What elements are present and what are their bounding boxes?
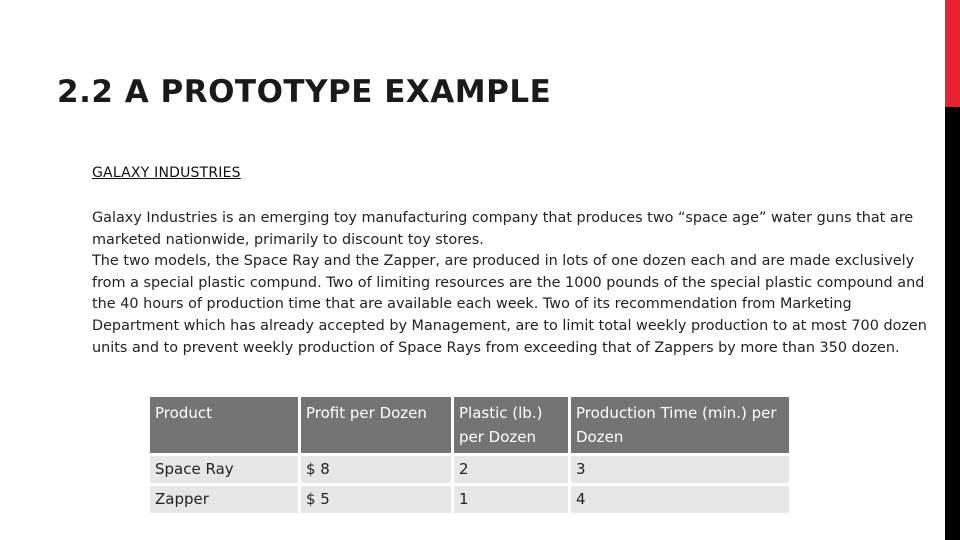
accent-bar-red	[945, 0, 960, 107]
company-heading: GALAXY INDUSTRIES	[92, 165, 241, 181]
description-text	[92, 208, 932, 359]
table-cell: 3	[571, 456, 789, 483]
accent-bar-black	[945, 107, 960, 540]
paragraph: Galaxy Industries is an emerging toy manufacturing company that produces two “space age” water guns that are marketed nationwide, primarily to discount toy stores.	[92, 210, 914, 248]
table-cell: Space Ray	[150, 456, 298, 483]
table-header-row	[150, 397, 789, 453]
table-cell: $ 5	[301, 486, 451, 513]
header-cell-production-time: Production Time (min.) per Dozen	[571, 397, 789, 453]
header-cell-plastic: Plastic (lb.) per Dozen	[454, 397, 568, 453]
table-cell: Zapper	[150, 486, 298, 513]
header-cell-product: Product	[150, 397, 298, 453]
table-cell: $ 8	[301, 456, 451, 483]
header-cell-profit: Profit per Dozen	[301, 397, 451, 453]
table-cell: 2	[454, 456, 568, 483]
paragraph: The two models, the Space Ray and the Zapper, are produced in lots of one dozen each and are made exclusively from a special plastic compund. Two of limiting resources are the 1000 pounds of the special plastic compound and the 40 hours of production time that are available each week. Two of its recommendation from Marketing Department which has already accepted by Management, are to limit total weekly production to at most 700 dozen units and to prevent weekly production of Space Rays from exceeding that of Zappers by more than 350 dozen.	[92, 253, 927, 356]
table-cell: 4	[571, 486, 789, 513]
product-data-table	[147, 394, 792, 516]
table-cell: 1	[454, 486, 568, 513]
table-row	[150, 486, 789, 513]
table-row	[150, 456, 789, 483]
slide-title: 2.2 A PROTOTYPE EXAMPLE	[57, 74, 552, 110]
